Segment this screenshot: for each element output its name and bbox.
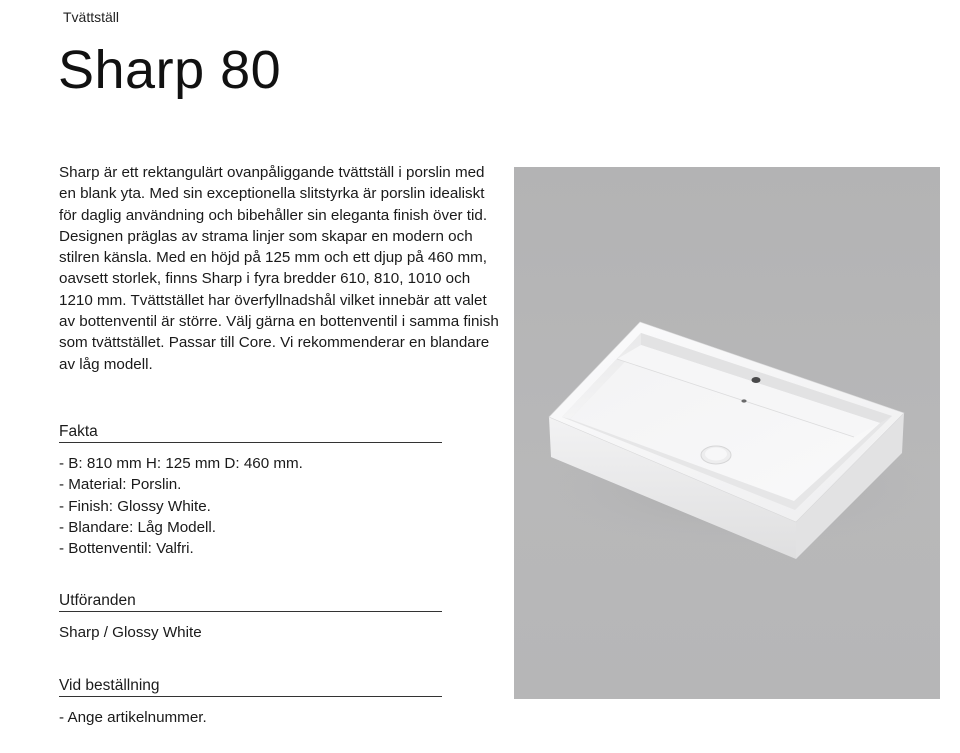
ordering-list bbox=[59, 697, 442, 728]
variants-heading: Utföranden bbox=[59, 591, 442, 612]
variants-list bbox=[59, 612, 442, 643]
page-title: Sharp 80 bbox=[58, 40, 282, 100]
facts-section bbox=[59, 422, 442, 559]
drain-cap bbox=[705, 448, 727, 461]
tap-hole-icon bbox=[752, 377, 761, 383]
category-label: Tvättställ bbox=[63, 9, 120, 25]
ordering-heading: Vid beställning bbox=[59, 676, 442, 697]
facts-item-finish: - Finish: Glossy White. bbox=[59, 497, 211, 515]
overflow-hole-icon bbox=[741, 399, 746, 402]
facts-item-material: - Material: Porslin. bbox=[59, 476, 182, 494]
facts-item-mixer: - Blandare: Låg Modell. bbox=[59, 518, 217, 536]
product-description: Sharp är ett rektangulärt ovanpåliggande tvättställ i porslin med en blank yta. Med sin exceptionella slitstyrka är porslin idealiskt för daglig användning och bibehåller sin eleganta finish över tid. Designen präglas av strama linjer som skapar en modern och stilren känsla. Med en höjd på 125 mm och ett djup på 460 mm, oavsett storlek, finns Sharp i fyra bredder 610, 810, 1010 och 1210 mm. Tvättstället har överfyllnadshål vilket innebär att valet av bottenventil är större. Välj gärna en bottenventil i samma finish som tvättstället. Passar till Core. Vi rekommenderar en blandare av låg modell. bbox=[59, 164, 499, 373]
facts-item-dimensions: - B: 810 mm H: 125 mm D: 460 mm. bbox=[59, 455, 303, 472]
variants-section bbox=[59, 591, 442, 643]
facts-item-drain: - Bottenventil: Valfri. bbox=[59, 540, 194, 558]
facts-heading: Fakta bbox=[59, 422, 442, 443]
washbasin-illustration bbox=[514, 167, 940, 699]
product-image bbox=[514, 167, 940, 699]
variants-item: Sharp / Glossy White bbox=[59, 624, 202, 641]
ordering-item: - Ange artikelnummer. bbox=[59, 709, 207, 726]
ordering-section bbox=[59, 676, 442, 728]
facts-list bbox=[59, 443, 442, 559]
